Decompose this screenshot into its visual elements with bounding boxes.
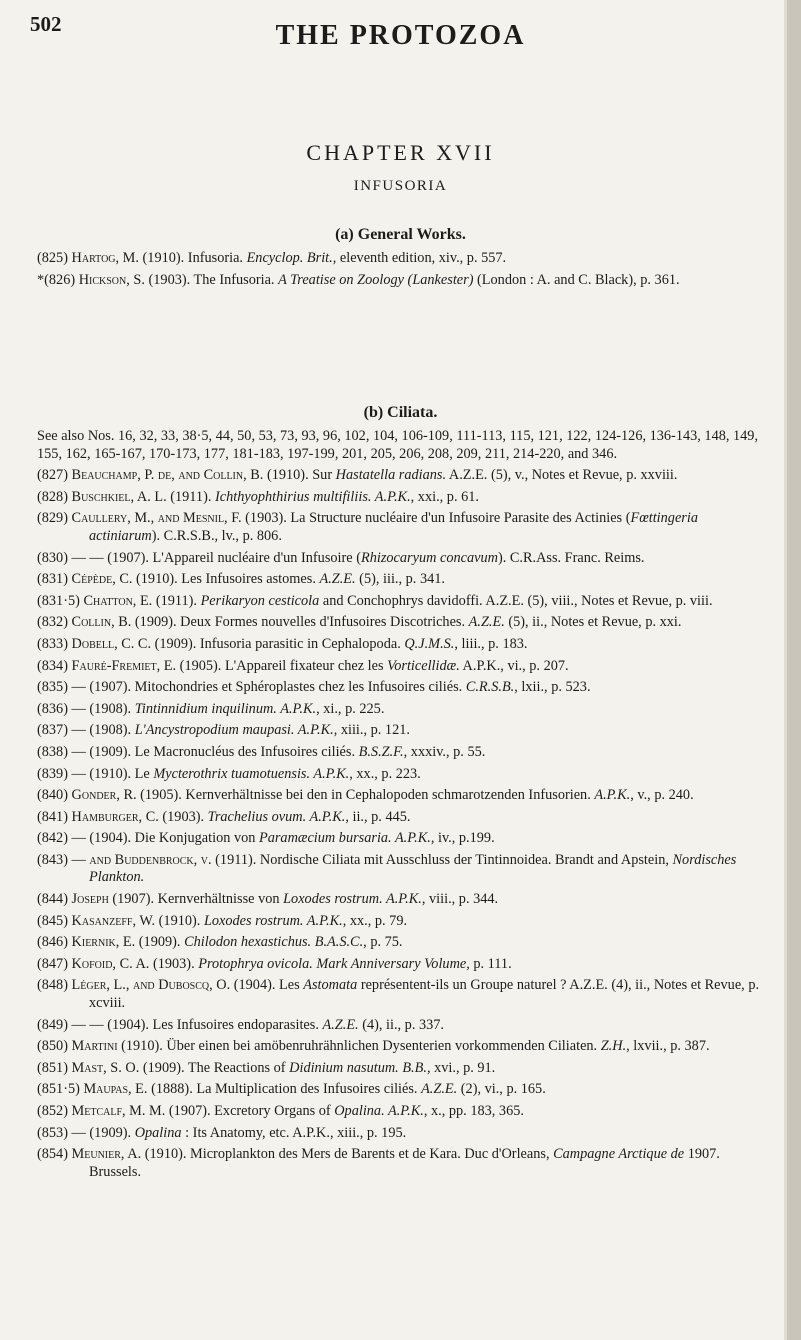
reference-author: Kiernik, E. bbox=[71, 934, 136, 951]
reference-number: (832) bbox=[37, 614, 72, 631]
reference-entry bbox=[37, 1017, 767, 1035]
reference-number: (827) bbox=[37, 467, 72, 484]
reference-author: Mast, S. O. bbox=[71, 1059, 140, 1076]
reference-date: (1911). bbox=[152, 592, 201, 609]
reference-author: — bbox=[71, 700, 86, 717]
reference-entry bbox=[37, 593, 767, 611]
reference-entry bbox=[37, 272, 767, 290]
reference-entry bbox=[37, 636, 767, 654]
reference-number: (842) bbox=[37, 830, 72, 847]
reference-entry bbox=[37, 510, 767, 545]
general-works-list bbox=[37, 250, 767, 293]
reference-title: A.Z.E. bbox=[322, 1016, 359, 1033]
reference-entry bbox=[37, 913, 767, 931]
reference-number: (851) bbox=[37, 1059, 72, 1076]
reference-title: Trachelius ovum. A.P.K. bbox=[207, 808, 346, 825]
reference-details: , lxvii., p. 387. bbox=[626, 1038, 710, 1055]
reference-date: (1911). Nordische Ciliata mit Ausschluss der Tintinnoidea. Brandt and Apstein, bbox=[211, 851, 673, 868]
reference-details: : Its Anatomy, etc. A.P.K., xiii., p. 195. bbox=[181, 1124, 407, 1141]
reference-entry bbox=[37, 1146, 767, 1181]
reference-date: (1910). bbox=[155, 912, 204, 929]
reference-details: and Conchophrys davidoffi. A.Z.E. (5), viii., Notes et Revue, p. viii. bbox=[319, 592, 713, 609]
section-title-general-works: (a) General Works. bbox=[335, 226, 466, 243]
reference-title: Loxodes rostrum. A.P.K. bbox=[283, 891, 422, 908]
reference-entry bbox=[37, 852, 767, 887]
reference-entry bbox=[37, 722, 767, 740]
reference-title: A Treatise on Zoology (Lankester) bbox=[278, 271, 474, 288]
reference-entry bbox=[37, 467, 767, 485]
reference-author: Meunier, A. bbox=[71, 1146, 142, 1163]
reference-entry bbox=[37, 571, 767, 589]
reference-number: (853) bbox=[37, 1124, 72, 1141]
reference-details: 1907. Brussels. bbox=[89, 1146, 720, 1180]
reference-title: B.S.Z.F. bbox=[358, 743, 404, 760]
reference-details: (London : A. and C. Black), p. 361. bbox=[473, 271, 680, 288]
reference-date: (1909). bbox=[85, 1124, 135, 1141]
reference-number: (846) bbox=[37, 934, 72, 951]
reference-entry bbox=[37, 1060, 767, 1078]
reference-author: Dobell, C. C. bbox=[71, 635, 152, 652]
reference-author: — bbox=[71, 743, 86, 760]
reference-title: Perikaryon cesticola bbox=[200, 592, 320, 609]
chapter-subject: INFUSORIA bbox=[353, 178, 448, 194]
reference-number: (840) bbox=[37, 787, 72, 804]
reference-entry bbox=[37, 701, 767, 719]
reference-date: (1888). La Multiplication des Infusoires ciliés. bbox=[147, 1081, 422, 1098]
reference-date: (1905). L'Appareil fixateur chez les bbox=[176, 657, 388, 674]
reference-title: A.P.K. bbox=[594, 787, 631, 804]
reference-entry bbox=[37, 679, 767, 697]
reference-title: L'Ancystropodium maupasi. A.P.K. bbox=[134, 722, 334, 739]
reference-author: — bbox=[71, 722, 86, 739]
reference-title: Rhizocaryum concavum bbox=[360, 549, 498, 566]
reference-details: ). C.R.S.B., lv., p. 806. bbox=[151, 527, 282, 544]
reference-author: — bbox=[71, 679, 86, 696]
reference-number: (851·5) bbox=[37, 1081, 84, 1098]
reference-entry bbox=[37, 766, 767, 784]
reference-number: (830) bbox=[37, 549, 72, 566]
reference-number: (835) bbox=[37, 679, 72, 696]
reference-title: Chilodon hexastichus. B.A.S.C. bbox=[184, 934, 364, 951]
reference-date: (1909). Deux Formes nouvelles d'Infusoires Discotriches. bbox=[131, 614, 469, 631]
reference-author: Maupas, E. bbox=[83, 1081, 148, 1098]
reference-details: , xiii., p. 121. bbox=[333, 722, 410, 739]
reference-title: Campagne Arctique de bbox=[553, 1146, 685, 1163]
reference-author: — bbox=[71, 765, 86, 782]
reference-number: (834) bbox=[37, 657, 72, 674]
ciliata-list bbox=[37, 428, 767, 1185]
reference-title: Loxodes rostrum. A.P.K. bbox=[203, 912, 343, 929]
reference-title: Opalina. A.P.K. bbox=[334, 1103, 424, 1119]
reference-details: , xx., p. 79. bbox=[342, 912, 408, 929]
reference-date: (1905). Kernverhältnisse bei den in Cephalopoden schmarotzenden Infusorien. bbox=[136, 787, 595, 804]
reference-author: Buschkiel, A. L. bbox=[71, 488, 167, 505]
reference-number: (838) bbox=[37, 743, 72, 760]
reference-number: (847) bbox=[37, 955, 72, 972]
section-title-ciliata: (b) Ciliata. bbox=[363, 404, 438, 421]
reference-number: (837) bbox=[37, 722, 72, 739]
reference-author: Hartog, M. bbox=[71, 250, 139, 266]
reference-date: (1911). bbox=[166, 488, 215, 505]
running-title: THE PROTOZOA bbox=[275, 20, 526, 51]
reference-entry bbox=[37, 658, 767, 676]
reference-details: , xxxiv., p. 55. bbox=[403, 743, 486, 760]
reference-details: eleventh edition, xiv., p. 557. bbox=[336, 250, 507, 266]
page-number: 502 bbox=[30, 12, 62, 36]
reference-date: (1907). Kernverhältnisse von bbox=[108, 891, 284, 908]
reference-details: , viii., p. 344. bbox=[421, 891, 499, 908]
reference-title: Hastatella radians. bbox=[335, 467, 447, 484]
reference-number: (848) bbox=[37, 977, 72, 994]
reference-details: (4), ii., p. 337. bbox=[358, 1016, 445, 1033]
reference-author: Caullery, M., and Mesnil, F. bbox=[71, 510, 242, 527]
reference-date: (1904). Les bbox=[230, 977, 304, 994]
reference-title: Didinium nasutum. B.B. bbox=[289, 1059, 427, 1076]
reference-date: (1908). bbox=[85, 700, 135, 717]
reference-date: (1904). Die Konjugation von bbox=[85, 830, 259, 847]
reference-details: représentent-ils un Groupe naturel ? A.Z.E. (4), ii., Notes et Revue, p. xcviii. bbox=[89, 977, 760, 1012]
reference-details: , iv., p.199. bbox=[430, 830, 495, 847]
reference-title: Vorticellidæ. bbox=[387, 657, 460, 674]
reference-entry bbox=[37, 1038, 767, 1056]
reference-entry bbox=[37, 830, 767, 848]
reference-number: (831) bbox=[37, 571, 72, 588]
reference-number: (849) bbox=[37, 1016, 72, 1033]
reference-number: (852) bbox=[37, 1103, 72, 1119]
reference-title: Fœttingeria actiniarum bbox=[89, 510, 698, 544]
reference-date: (1907). L'Appareil nucléaire d'un Infusoire ( bbox=[103, 549, 361, 566]
reference-details: , v., p. 240. bbox=[630, 787, 694, 804]
reference-date: (1907). Excretory Organs of bbox=[165, 1103, 335, 1119]
chapter-title: CHAPTER XVII bbox=[306, 140, 495, 165]
see-also-note: See also Nos. 16, 32, 33, 38·5, 44, 50, 53, 73, 93, 96, 102, 104, 106-109, 111-113, 115, 121, 122, 124-126, 136-143, 148, 149, 155, 162, 165-167, 170-173, 177, 181-183, 197-199, 201, 205, 206, 208, 209, 211, 214-220, and 346. bbox=[37, 428, 759, 462]
reference-date: (1903). The Infusoria. bbox=[144, 271, 279, 288]
reference-number: *(826) bbox=[37, 271, 79, 288]
reference-details: , ii., p. 445. bbox=[345, 808, 411, 825]
reference-date: (1910). Infusoria. bbox=[138, 250, 247, 266]
reference-details: , xvi., p. 91. bbox=[426, 1059, 496, 1076]
reference-number: (844) bbox=[37, 891, 72, 908]
reference-entry bbox=[37, 891, 767, 909]
reference-entry bbox=[37, 250, 767, 268]
reference-number: (850) bbox=[37, 1038, 72, 1055]
reference-author: — bbox=[71, 1124, 86, 1141]
reference-title: A.Z.E. bbox=[421, 1081, 458, 1098]
reference-number: (831·5) bbox=[37, 592, 84, 609]
reference-title: Protophrya ovicola. Mark Anniversary Volume, bbox=[198, 955, 470, 972]
reference-date: (1909). bbox=[135, 934, 185, 951]
reference-author: Joseph bbox=[71, 891, 109, 908]
reference-title: Nordisches Plankton. bbox=[89, 851, 737, 886]
reference-details: , xi., p. 225. bbox=[316, 700, 385, 717]
reference-details: ). C.R.Ass. Franc. Reims. bbox=[497, 549, 645, 566]
reference-author: Kasanzeff, W. bbox=[71, 912, 156, 929]
reference-entry bbox=[37, 550, 767, 568]
reference-entry bbox=[37, 956, 767, 974]
reference-author: Chatton, E. bbox=[83, 592, 153, 609]
reference-title: Z.H. bbox=[600, 1038, 627, 1055]
reference-date: (1909). The Reactions of bbox=[139, 1059, 290, 1076]
reference-title: A.Z.E. bbox=[319, 571, 356, 588]
reference-entry bbox=[37, 934, 767, 952]
reference-date: (1908). bbox=[85, 722, 135, 739]
reference-author: Beauchamp, P. de, and Collin, B. bbox=[71, 467, 264, 484]
reference-number: (829) bbox=[37, 510, 72, 527]
reference-entry bbox=[37, 614, 767, 632]
reference-author: Hickson, S. bbox=[78, 271, 145, 288]
reference-title: Q.J.M.S. bbox=[404, 635, 455, 652]
reference-details: , x., pp. 183, 365. bbox=[423, 1103, 524, 1119]
reference-date: (1910). Über einen bei amöbenruhrähnlichen Dysenterien vorkommenden Ciliaten. bbox=[117, 1038, 601, 1055]
reference-title: Encyclop. Brit., bbox=[246, 250, 337, 266]
reference-number: (839) bbox=[37, 765, 72, 782]
reference-number: (833) bbox=[37, 635, 72, 652]
reference-date: (1909). Le Macronucléus des Infusoires ciliés. bbox=[85, 743, 359, 760]
reference-number: (845) bbox=[37, 912, 72, 929]
reference-author: Kofoid, C. A. bbox=[71, 955, 150, 972]
reference-title: A.Z.E. bbox=[468, 614, 505, 631]
reference-number: (825) bbox=[37, 250, 72, 266]
reference-entry bbox=[37, 787, 767, 805]
reference-details: A.P.K., vi., p. 207. bbox=[459, 657, 569, 674]
reference-date: (1904). Les Infusoires endoparasites. bbox=[103, 1016, 323, 1033]
reference-date: (1910). Sur bbox=[263, 467, 336, 484]
reference-date: (1903). La Structure nucléaire d'un Infusoire Parasite des Actinies ( bbox=[241, 510, 631, 527]
reference-date: (1910). Le bbox=[85, 765, 154, 782]
reference-number: (836) bbox=[37, 700, 72, 717]
reference-details: (5), iii., p. 341. bbox=[355, 571, 445, 588]
reference-details: , xxi., p. 61. bbox=[410, 488, 479, 505]
reference-entry bbox=[37, 809, 767, 827]
reference-entry bbox=[37, 977, 767, 1012]
reference-author: — and Buddenbrock, v. bbox=[71, 851, 212, 868]
reference-author: — — bbox=[71, 549, 104, 566]
page-edge bbox=[787, 0, 801, 1340]
reference-date: (1909). Infusoria parasitic in Cephalopoda. bbox=[151, 635, 405, 652]
reference-title: Ichthyophthirius multifiliis. A.P.K. bbox=[214, 488, 411, 505]
reference-author: Gonder, R. bbox=[71, 787, 137, 804]
reference-details: p. 111. bbox=[469, 955, 512, 972]
reference-title: Astomata bbox=[303, 977, 358, 994]
reference-title: Mycterothrix tuamotuensis. A.P.K. bbox=[153, 765, 350, 782]
reference-date: (1903). bbox=[149, 955, 199, 972]
reference-entry bbox=[37, 1125, 767, 1143]
reference-date: (1907). Mitochondries et Sphéroplastes chez les Infusoires ciliés. bbox=[85, 679, 466, 696]
reference-author: Martini bbox=[71, 1038, 118, 1055]
reference-date: (1910). Microplankton des Mers de Barents et de Kara. Duc d'Orleans, bbox=[141, 1146, 554, 1163]
reference-author: Cépède, C. bbox=[71, 571, 133, 588]
reference-date: (1910). Les Infusoires astomes. bbox=[132, 571, 320, 588]
reference-details: A.Z.E. (5), v., Notes et Revue, p. xxviii. bbox=[446, 467, 678, 484]
reference-title: C.R.S.B. bbox=[465, 679, 515, 696]
reference-number: (854) bbox=[37, 1146, 72, 1163]
reference-date: (1903). bbox=[158, 808, 208, 825]
reference-details: (2), vi., p. 165. bbox=[457, 1081, 546, 1098]
reference-author: — — bbox=[71, 1016, 104, 1033]
reference-details: (5), ii., Notes et Revue, p. xxi. bbox=[504, 614, 682, 631]
reference-title: Tintinnidium inquilinum. A.P.K. bbox=[134, 700, 317, 717]
reference-entry bbox=[37, 1103, 767, 1121]
reference-details: , p. 75. bbox=[363, 934, 403, 951]
reference-author: Collin, B. bbox=[71, 614, 132, 631]
reference-author: — bbox=[71, 830, 86, 847]
reference-details: , lxii., p. 523. bbox=[514, 679, 591, 696]
reference-number: (841) bbox=[37, 808, 72, 825]
reference-entry bbox=[37, 744, 767, 762]
reference-details: , liii., p. 183. bbox=[454, 635, 528, 652]
reference-author: Metcalf, M. M. bbox=[71, 1103, 166, 1119]
reference-entry bbox=[37, 1081, 767, 1099]
reference-number: (828) bbox=[37, 488, 72, 505]
reference-title: Opalina bbox=[134, 1124, 182, 1141]
reference-title: Paramæcium bursaria. A.P.K. bbox=[258, 830, 431, 847]
reference-details: , xx., p. 223. bbox=[349, 765, 421, 782]
reference-author: Léger, L., and Duboscq, O. bbox=[71, 977, 231, 994]
reference-author: Hamburger, C. bbox=[71, 808, 159, 825]
reference-number: (843) bbox=[37, 851, 72, 868]
reference-author: Fauré-Fremiet, E. bbox=[71, 657, 177, 674]
reference-entry bbox=[37, 489, 767, 507]
